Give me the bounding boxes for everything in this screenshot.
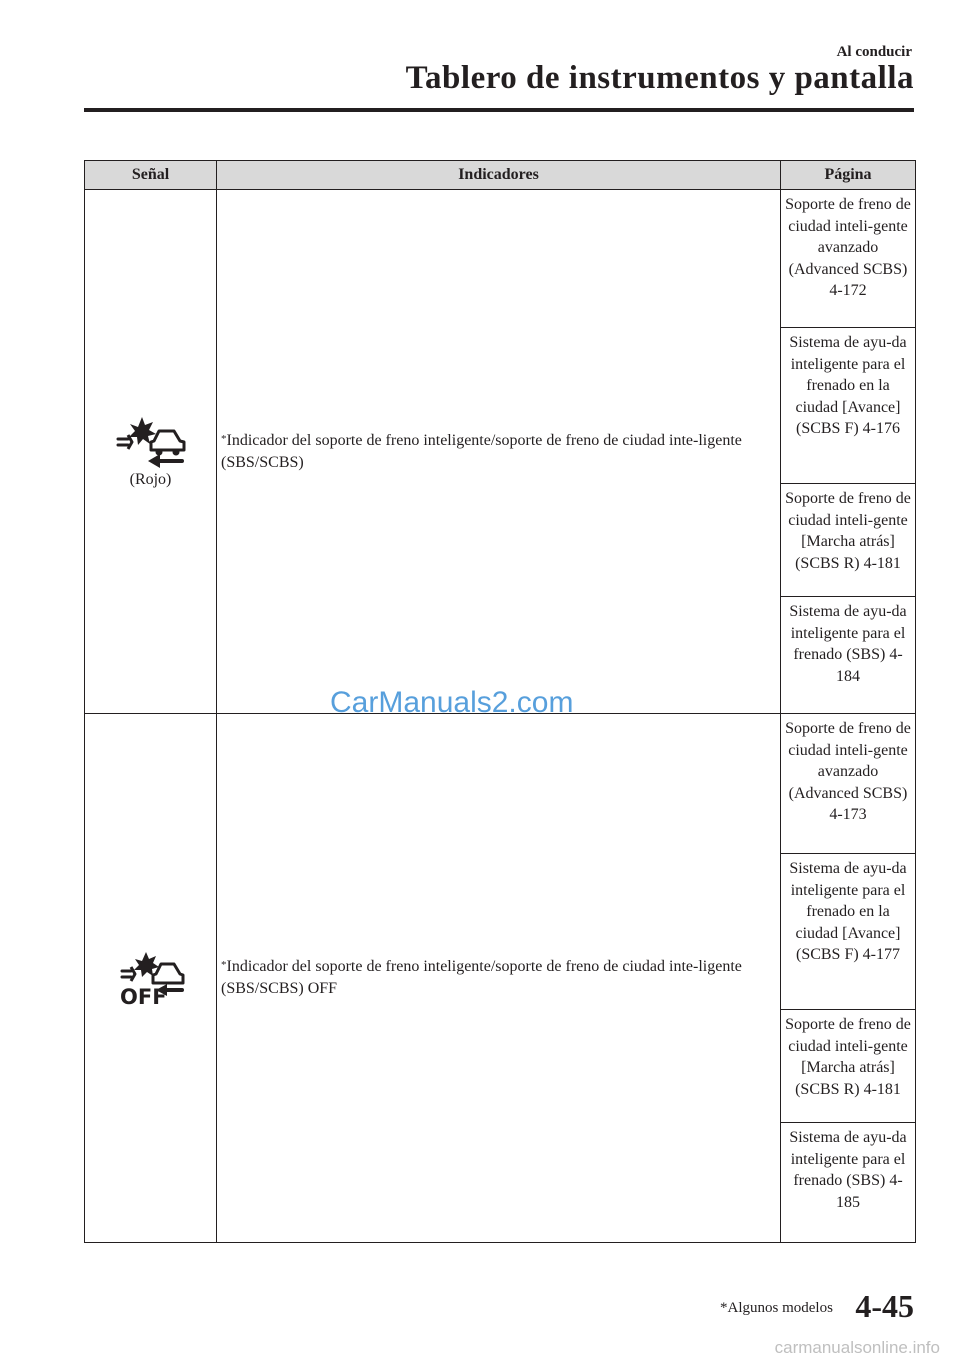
table-header-row (85, 161, 916, 190)
page-title: Tablero de instrumentos y pantalla (405, 60, 914, 96)
column-header-signal: Señal (85, 161, 217, 190)
page-number: 4-45 (855, 1288, 914, 1324)
footnote-mark: * (221, 959, 227, 971)
header-rule (84, 108, 914, 112)
page-reference[interactable]: Sistema de ayu-da inteligente para el frenado (SBS) 4-185 (781, 1123, 916, 1243)
indicator-description (217, 714, 781, 1243)
column-header-page: Página (781, 161, 916, 190)
page-reference[interactable]: Soporte de freno de ciudad inteli-gente [Marcha atrás] (SCBS R) 4-181 (781, 484, 916, 597)
page-reference[interactable]: Sistema de ayu-da inteligente para el frenado en la ciudad [Avance] (SCBS F) 4-176 (781, 328, 916, 484)
page-reference[interactable]: Soporte de freno de ciudad inteli-gente avanzado (Advanced SCBS) 4-173 (781, 714, 916, 854)
page-reference[interactable]: Soporte de freno de ciudad inteli-gente avanzado (Advanced SCBS) 4-172 (781, 190, 916, 328)
indicator-text: Indicador del soporte de freno inteligente/soporte de freno de ciudad inte-ligente (SBS/SCBS) OFF (221, 958, 742, 997)
footnote: *Algunos modelos (720, 1300, 833, 1316)
page-reference[interactable]: Sistema de ayu-da inteligente para el frenado (SBS) 4-184 (781, 597, 916, 714)
signal-cell (85, 190, 217, 714)
footnote-mark: * (221, 432, 227, 445)
watermark: CarManuals2.com (330, 686, 574, 719)
header-section: Al conducir (836, 44, 912, 60)
page-reference[interactable]: Sistema de ayu-da inteligente para el frenado en la ciudad [Avance] (SCBS F) 4-177 (781, 854, 916, 1010)
table-row (85, 714, 916, 854)
column-header-indicators: Indicadores (217, 161, 781, 190)
indicator-description (217, 190, 781, 714)
page-reference[interactable]: Soporte de freno de ciudad inteli-gente [Marcha atrás] (SCBS R) 4-181 (781, 1010, 916, 1123)
svg-text:OFF: OFF (119, 985, 167, 1006)
table-row (85, 190, 916, 328)
sbs-scbs-off-icon (116, 950, 186, 1006)
signal-color-label: (Rojo) (129, 470, 172, 488)
footer-site: carmanualsonline.info (774, 1338, 940, 1357)
indicator-text: Indicador del soporte de freno inteligente/soporte de freno de ciudad inte-ligente (SBS/SCBS) (221, 431, 742, 471)
signal-cell (85, 714, 217, 1243)
sbs-scbs-warning-icon (114, 415, 188, 469)
